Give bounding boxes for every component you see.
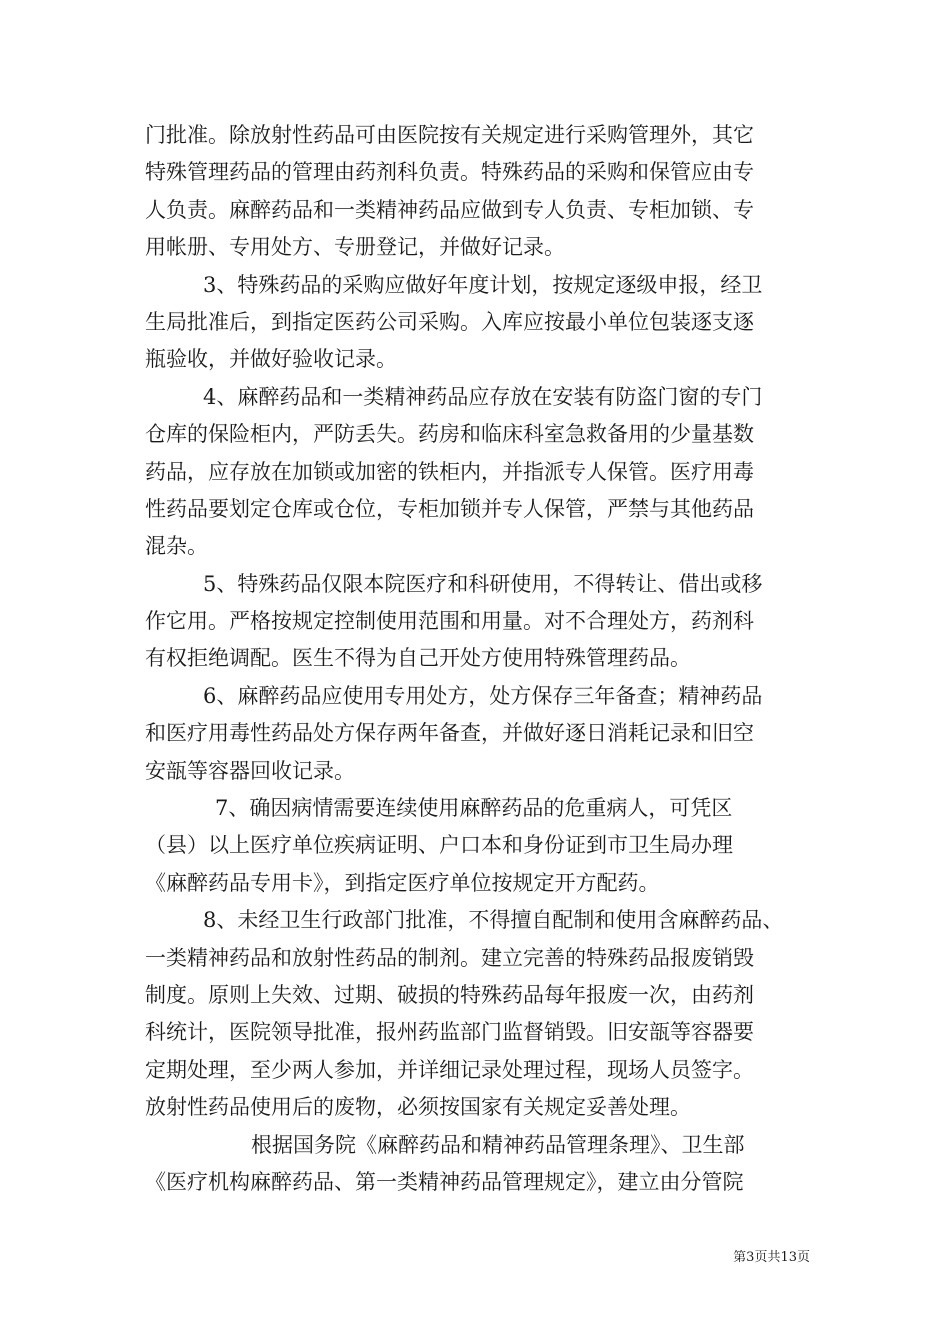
text-line: 6、麻醉药品应使用专用处方，处方保存三年备查；精神药品 [203, 683, 763, 708]
text-line: 瓶验收，并做好验收记录。 [145, 347, 397, 372]
text-line: 作它用。严格按规定控制使用范围和用量。对不合理处方，药剂科 [145, 609, 754, 634]
text-line: 用帐册、专用处方、专册登记，并做好记录。 [145, 235, 565, 260]
text-line: 药品，应存放在加锁或加密的铁柜内，并指派专人保管。医疗用毒 [145, 459, 754, 484]
text-line: 4、麻醉药品和一类精神药品应存放在安装有防盗门窗的专门 [203, 384, 763, 409]
text-line: 安瓿等容器回收记录。 [145, 758, 355, 783]
text-line: 人负责。麻醉药品和一类精神药品应做到专人负责、专柜加锁、专 [145, 197, 754, 222]
text-line: 放射性药品使用后的废物，必须按国家有关规定妥善处理。 [145, 1095, 691, 1120]
text-line: 门批准。除放射性药品可由医院按有关规定进行采购管理外，其它 [145, 123, 754, 147]
text-line: 一类精神药品和放射性药品的制剂。建立完善的特殊药品报废销毁 [145, 945, 754, 970]
text-line: 生局批准后，到指定医药公司采购。入库应按最小单位包装逐支逐 [145, 309, 754, 334]
text-line: 科统计，医院领导批准，报州药监部门监督销毁。旧安瓿等容器要 [145, 1020, 754, 1045]
text-line: 8、未经卫生行政部门批准，不得擅自配制和使用含麻醉药品、 [203, 908, 784, 933]
text-line: 有权拒绝调配。医生不得为自己开处方使用特殊管理药品。 [145, 646, 691, 671]
text-line: 根据国务院《麻醉药品和精神药品管理条理》、卫生部 [251, 1132, 745, 1157]
text-line: 特殊管理药品的管理由药剂科负责。特殊药品的采购和保管应由专 [145, 160, 754, 185]
text-line: 仓库的保险柜内，严防丢失。药房和临床科室急救备用的少量基数 [145, 422, 754, 447]
text-line: 3、特殊药品的采购应做好年度计划，按规定逐级申报，经卫 [203, 272, 763, 297]
text-line: 性药品要划定仓库或仓位，专柜加锁并专人保管，严禁与其他药品 [145, 496, 754, 521]
text-line: 制度。原则上失效、过期、破损的特殊药品每年报废一次，由药剂 [145, 982, 754, 1007]
text-line: 《麻醉药品专用卡》，到指定医疗单位按规定开方配药。 [145, 870, 660, 895]
text-line: 《医疗机构麻醉药品、第一类精神药品管理规定》，建立由分管院 [145, 1169, 744, 1194]
text-line: （县）以上医疗单位疾病证明、户口本和身份证到市卫生局办理 [145, 833, 733, 858]
text-line: 和医疗用毒性药品处方保存两年备查，并做好逐日消耗记录和旧空 [145, 721, 754, 746]
page-number: 第3页共13页 [733, 1250, 810, 1265]
text-line: 定期处理，至少两人参加，并详细记录处理过程，现场人员签字。 [145, 1057, 754, 1082]
text-line: 混杂。 [145, 534, 208, 559]
text-line: 5、特殊药品仅限本院医疗和科研使用，不得转让、借出或移 [203, 571, 763, 596]
document-body [145, 117, 805, 1201]
text-line: 7、确因病情需要连续使用麻醉药品的危重病人，可凭区 [215, 796, 733, 821]
